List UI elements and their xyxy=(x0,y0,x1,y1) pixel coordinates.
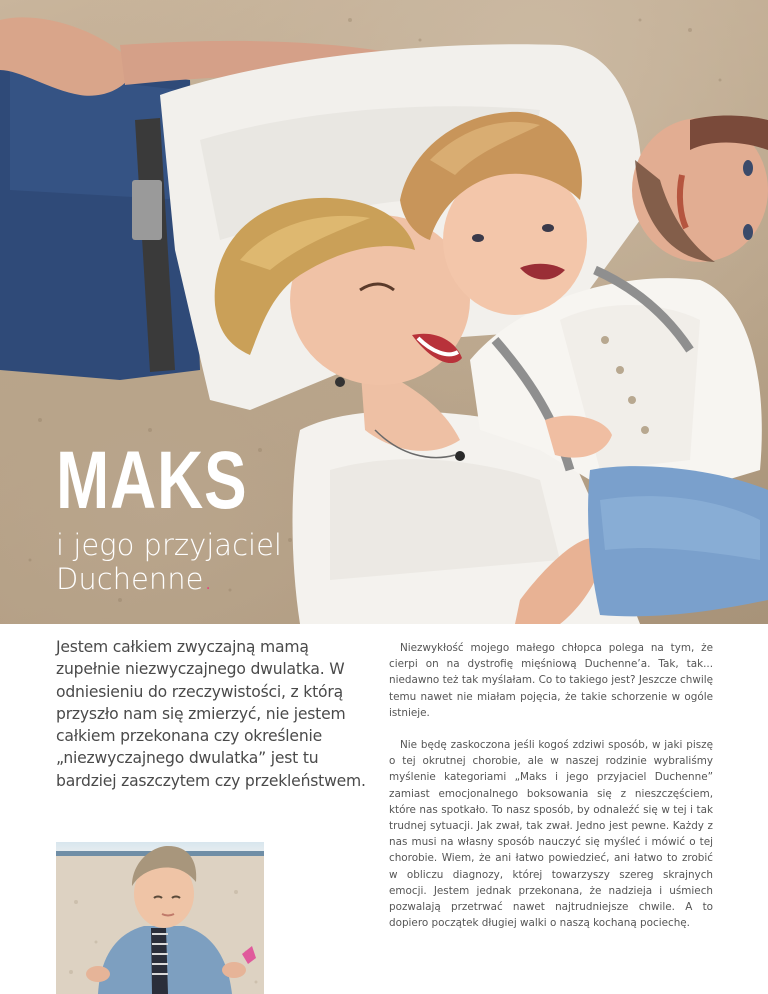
lead-paragraph: Jestem całkiem zwyczajną mamą zupełnie niezwyczajnego dwulatka. W odniesieniu do rzeczywistości, z którą przyszło nam się zmierzyć, nie jestem całkiem przekonana czy określenie „niezwyczajnego dwulatka” jest tu bardziej zaszczytem czy przekleństwem. xyxy=(56,638,366,790)
subtitle-accent-dot: . xyxy=(203,562,213,596)
body-paragraph: Nie będę zaskoczona jeśli kogoś zdziwi sposób, w jaki piszę o tej okrutnej chorobie, ale w naszej rodzinie wybraliśmy myślenie kategoriami „Maks i jego przyjaciel Duchenne” zamiast emocjonalnego boksowania się z nieszczęściem, które nas spotkało. To nasz sposób, by odnaleźć się w tej i tak trudnej sytuacji. Jak zwał, tak zwał. Jedno jest pewne. Każdy z nas musi na własny sposób nauczyć się myśleć i mówić o tej chorobie. Wiem, że ani łatwo powiedzieć, ani łatwo to zrobić w obliczu diagnozy, której towarzyszy szereg skrajnych emocji. Jestem jednak przekonana, że nadzieja i uśmiech pozwalają przetrwać nawet najtrudniejsze chwile. A to dopiero początek długiej walki o naszą kochaną pociechę. xyxy=(389,739,713,930)
article-subtitle xyxy=(56,528,356,596)
article-subtitle-text: i jego przyjaciel Duchenne xyxy=(56,528,282,596)
body-paragraph: Niezwykłość mojego małego chłopca polega na tym, że cierpi on na dystrofię mięśniową Duchenne’a. Tak, tak... niedawno też tak myślałam. Co to takiego jest? Jeszcze chwilę temu nawet nie miałam pojęcia, że takie schorzenie w ogóle istnieje. xyxy=(389,642,713,719)
body-text-column xyxy=(389,640,713,931)
article-title: MAKS xyxy=(56,435,248,526)
child-beach-photo xyxy=(56,842,264,994)
child-on-beach-illustration xyxy=(56,842,264,994)
